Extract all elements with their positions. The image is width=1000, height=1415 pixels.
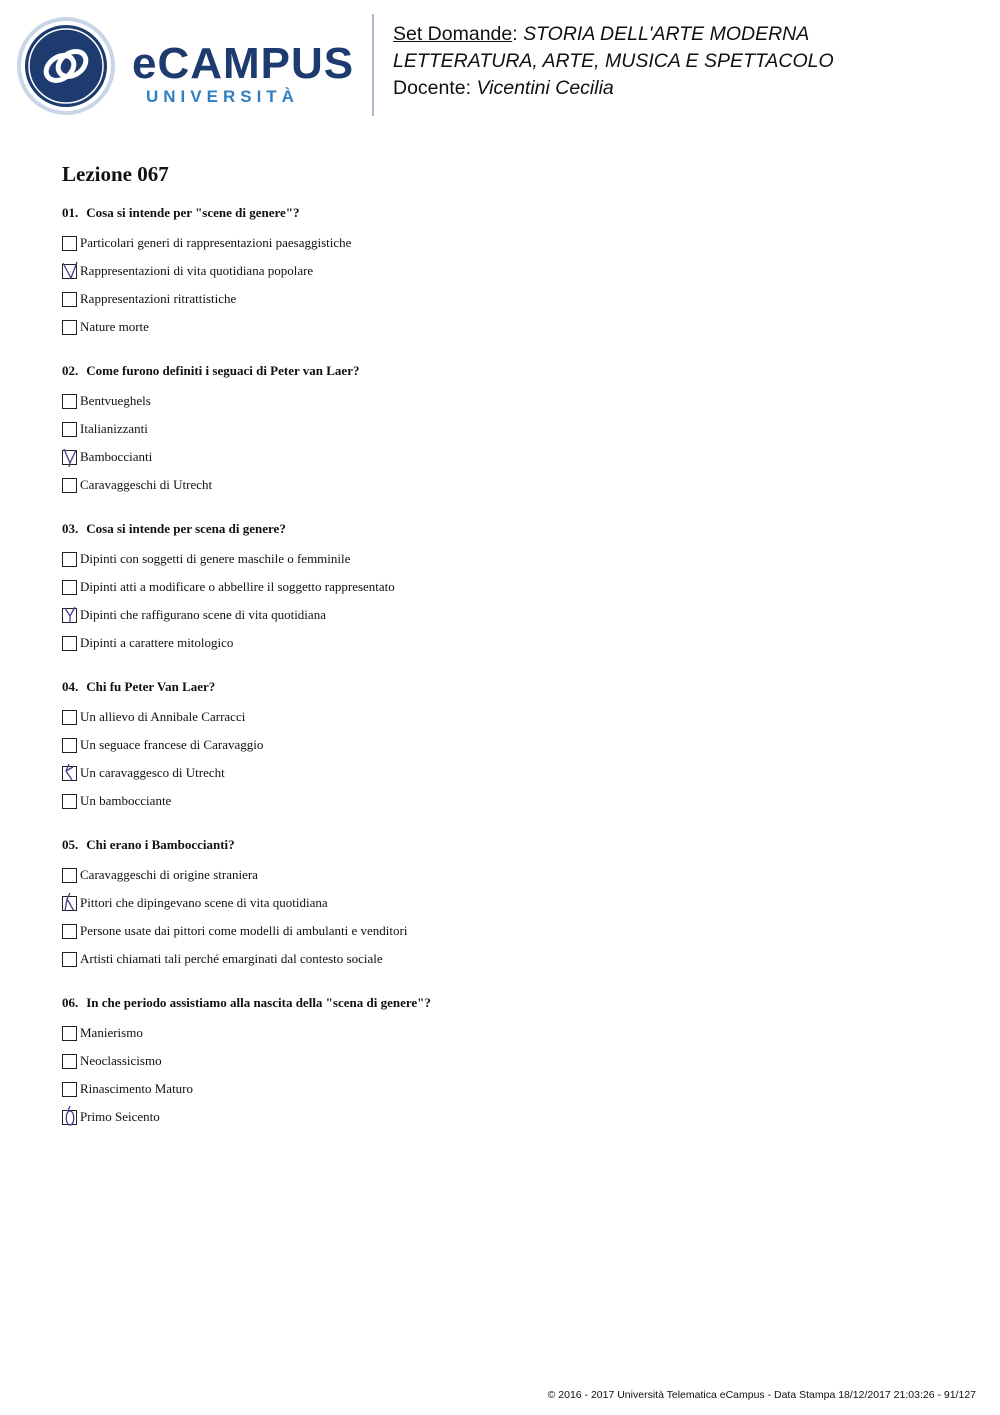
option-label: Manierismo	[80, 1025, 143, 1040]
option-label: Rappresentazioni ritrattistiche	[80, 291, 237, 306]
page-header	[0, 0, 1000, 130]
answer-checkbox[interactable]	[62, 738, 77, 753]
answer-checkbox-checked[interactable]	[62, 450, 77, 465]
answer-checkbox[interactable]	[62, 292, 77, 307]
question-03	[62, 518, 962, 657]
answer-checkbox[interactable]	[62, 1054, 77, 1069]
option-label: Dipinti che raffigurano scene di vita quotidiana	[80, 607, 326, 622]
question-number: 01.	[62, 205, 79, 220]
answer-option	[62, 917, 962, 945]
question-06	[62, 992, 962, 1131]
answer-checkbox[interactable]	[62, 320, 77, 335]
header-divider	[372, 14, 374, 116]
option-label: Pittori che dipingevano scene di vita quotidiana	[80, 895, 328, 910]
logo-sub: UNIVERSITÀ	[146, 87, 299, 106]
answer-checkbox[interactable]	[62, 422, 77, 437]
answer-option	[62, 573, 962, 601]
answer-checkbox-checked[interactable]	[62, 896, 77, 911]
answer-checkbox-checked[interactable]	[62, 766, 77, 781]
question-number: 06.	[62, 995, 79, 1010]
answer-option	[62, 759, 962, 787]
option-label: Persone usate dai pittori come modelli di ambulanti e venditori	[80, 923, 408, 938]
ecampus-logo-icon	[16, 16, 116, 116]
option-label: Bamboccianti	[80, 449, 153, 464]
option-label: Caravaggeschi di Utrecht	[80, 477, 213, 492]
check-mark-icon	[60, 603, 80, 627]
answer-checkbox[interactable]	[62, 394, 77, 409]
option-label: Italianizzanti	[80, 421, 148, 436]
option-label: Neoclassicismo	[80, 1053, 162, 1068]
answer-checkbox[interactable]	[62, 552, 77, 567]
answer-option	[62, 387, 962, 415]
question-title	[62, 676, 962, 698]
answer-option	[62, 1047, 962, 1075]
answer-option	[62, 861, 962, 889]
answer-option	[62, 257, 962, 285]
question-number: 02.	[62, 363, 79, 378]
question-number: 03.	[62, 521, 79, 536]
option-label: Un allievo di Annibale Carracci	[80, 709, 246, 724]
lesson-title: Lezione 067	[62, 162, 169, 186]
question-02	[62, 360, 962, 499]
answer-checkbox[interactable]	[62, 478, 77, 493]
answer-option	[62, 601, 962, 629]
answer-option	[62, 703, 962, 731]
answer-option	[62, 1019, 962, 1047]
option-label: Primo Seicento	[80, 1109, 160, 1124]
question-text: Cosa si intende per "scene di genere"?	[86, 205, 300, 220]
teacher-label: Docente:	[393, 77, 472, 99]
answer-option	[62, 1103, 962, 1131]
answer-checkbox[interactable]	[62, 794, 77, 809]
answer-checkbox[interactable]	[62, 636, 77, 651]
logo-word: eCAMPUS	[132, 39, 355, 88]
teacher-name: Vicentini Cecilia	[476, 77, 614, 99]
question-title	[62, 202, 962, 224]
answer-checkbox-checked[interactable]	[62, 1110, 77, 1125]
check-mark-icon	[60, 891, 80, 915]
answer-option	[62, 313, 962, 341]
check-mark-icon	[60, 1105, 80, 1129]
answer-checkbox[interactable]	[62, 1026, 77, 1041]
option-label: Rinascimento Maturo	[80, 1081, 194, 1096]
answer-checkbox[interactable]	[62, 1082, 77, 1097]
option-label: Un caravaggesco di Utrecht	[80, 765, 225, 780]
set-line-2	[393, 48, 834, 75]
option-label: Dipinti con soggetti di genere maschile o femminile	[80, 551, 351, 566]
question-title	[62, 360, 962, 382]
option-label: Un seguace francese di Caravaggio	[80, 737, 264, 752]
answer-option	[62, 471, 962, 499]
answer-option	[62, 889, 962, 917]
answer-option	[62, 1075, 962, 1103]
option-label: Particolari generi di rappresentazioni paesaggistiche	[80, 235, 352, 250]
set-info	[393, 21, 834, 102]
answer-option	[62, 545, 962, 573]
option-label: Un bambocciante	[80, 793, 172, 808]
answer-checkbox[interactable]	[62, 868, 77, 883]
question-text: Cosa si intende per scena di genere?	[86, 521, 286, 536]
answer-option	[62, 229, 962, 257]
option-label: Caravaggeschi di origine straniera	[80, 867, 258, 882]
set-line-1: Set Domande: STORIA DELL'ARTE MODERNA	[393, 23, 810, 45]
question-text: Chi fu Peter Van Laer?	[86, 679, 216, 694]
option-label: Rappresentazioni di vita quotidiana popolare	[80, 263, 314, 278]
answer-checkbox[interactable]	[62, 924, 77, 939]
option-label: Dipinti atti a modificare o abbellire il soggetto rappresentato	[80, 579, 395, 594]
answer-checkbox[interactable]	[62, 236, 77, 251]
answer-option	[62, 787, 962, 815]
answer-option	[62, 945, 962, 973]
answer-checkbox[interactable]	[62, 710, 77, 725]
check-mark-icon	[60, 445, 80, 469]
teacher-line	[393, 75, 834, 102]
question-text: In che periodo assistiamo alla nascita della "scena di genere"?	[86, 995, 431, 1010]
option-label: Bentvueghels	[80, 393, 151, 408]
answer-option	[62, 443, 962, 471]
question-05	[62, 834, 962, 973]
answer-option	[62, 731, 962, 759]
option-label: Dipinti a carattere mitologico	[80, 635, 234, 650]
answer-checkbox[interactable]	[62, 952, 77, 967]
question-text: Come furono definiti i seguaci di Peter van Laer?	[86, 363, 360, 378]
ecampus-logo-text	[132, 39, 355, 107]
set-title-line2: LETTERATURA, ARTE, MUSICA E SPETTACOLO	[393, 50, 834, 72]
answer-option	[62, 415, 962, 443]
check-mark-icon	[60, 259, 80, 283]
set-label: Set Domande	[393, 23, 513, 45]
answer-option	[62, 629, 962, 657]
question-title	[62, 834, 962, 856]
page-footer: © 2016 - 2017 Università Telematica eCampus - Data Stampa 18/12/2017 21:03:26 - 91/127	[547, 1389, 976, 1401]
answer-checkbox[interactable]	[62, 580, 77, 595]
question-title	[62, 992, 962, 1014]
answer-option	[62, 285, 962, 313]
check-mark-icon	[60, 761, 80, 785]
question-title	[62, 518, 962, 540]
question-number: 04.	[62, 679, 79, 694]
question-04	[62, 676, 962, 815]
set-title-line1: STORIA DELL'ARTE MODERNA	[523, 23, 810, 45]
option-label: Artisti chiamati tali perché emarginati dal contesto sociale	[80, 951, 383, 966]
quiz-content	[62, 160, 962, 1150]
question-text: Chi erano i Bamboccianti?	[86, 837, 235, 852]
question-number: 05.	[62, 837, 79, 852]
answer-checkbox-checked[interactable]	[62, 264, 77, 279]
question-01	[62, 202, 962, 341]
answer-checkbox-checked[interactable]	[62, 608, 77, 623]
option-label: Nature morte	[80, 319, 149, 334]
